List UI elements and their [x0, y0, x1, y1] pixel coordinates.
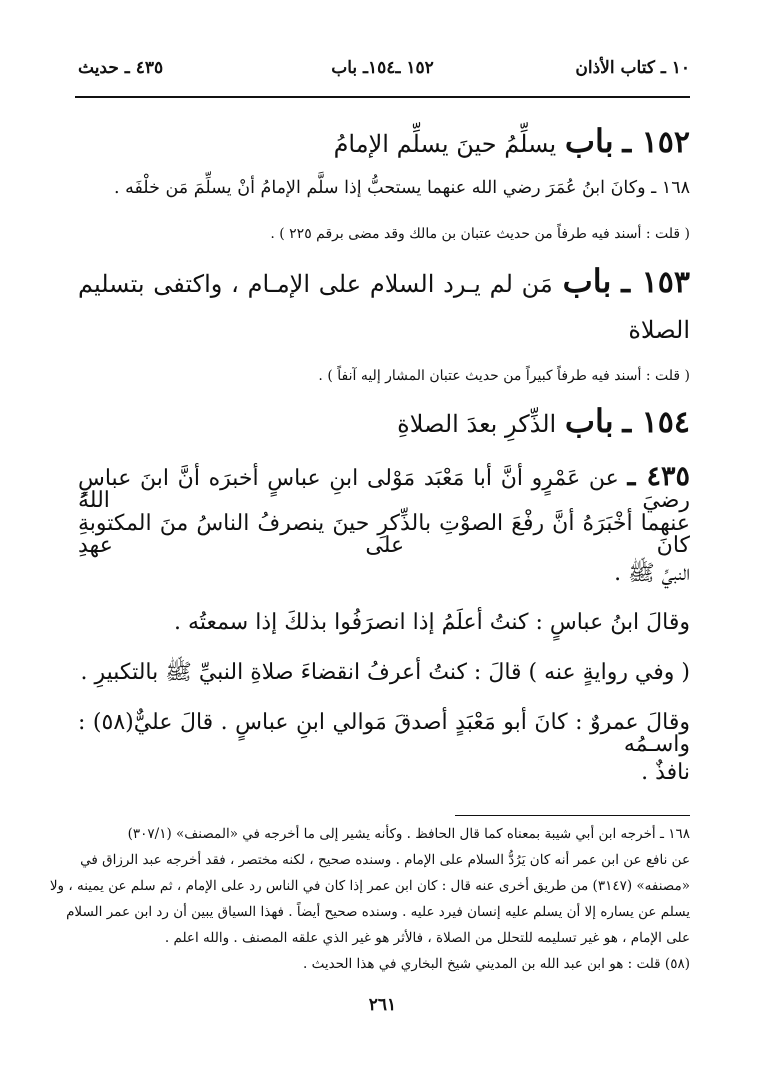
chapter-153-title-line2: الصلاة	[628, 316, 690, 344]
footnote-line3: «مصنفه» (٣١٤٧) من طريق أخرى عنه قال : كان ابن عمر إذا كان في الناس رد على الإمام ، ثم سلم عن يمينه ، ولا	[49, 878, 690, 894]
footnote-line1: ١٦٨ ـ أخرجه ابن أبي شيبة بمعناه كما قال الحافظ . وكأنه يشير إلى ما أخرجه في «المصنف» (٣٠٧/١)	[127, 826, 690, 842]
athar-168: ١٦٨ ـ وكانَ ابنُ عُمَرَ رضي الله عنهما يستحبُّ إذا سلَّم الإمامُ أنْ يسلِّمَ مَن خلْفَه .	[113, 178, 690, 198]
footnote-line4: يسلم عن يساره إلا أن يسلم عليه إنسان فيرد عليه . وسنده صحيح أيضاً . فهذا السياق يبين أن رد ابن عمر السلام	[66, 904, 690, 920]
hadith-435-line6: وقالَ عمروٌ : كانَ أبو مَعْبَدٍ أصدقَ مَوالي ابنِ عباسٍ . قالَ عليٌّ(٥٨) : واسـمُه	[78, 710, 690, 757]
hadith-435-number: ٤٣٥ ـ	[627, 461, 690, 492]
hadith-435-line1	[78, 463, 690, 512]
chapter-154-bab: باب	[564, 402, 614, 440]
running-header-hadith: ٤٣٥ ـ حديث	[78, 58, 164, 78]
chapter-153-bab: باب	[562, 262, 612, 300]
hadith-435-line4: وقالَ ابنُ عباسٍ : كنتُ أعلَمُ إذا انصرَفُوا بذلكَ إذا سمعتُه .	[174, 610, 690, 635]
footnote-line5: على الإمام ، هو غير تسليمه للتحلل من الصلاة ، فالأثر هو غير الذي علقه المصنف . والله اعلم .	[164, 930, 690, 946]
chapter-154-number: ١٥٤ ـ	[622, 405, 690, 440]
footnote-rule	[455, 815, 690, 816]
hadith-435-line1-text: عن عَمْرٍو أنَّ أبا مَعْبَد مَوْلى ابنِ عباسٍ أخبرَه أنَّ ابنَ عباسٍ رضيَ اللهُ	[78, 466, 690, 513]
chapter-153-heading	[78, 262, 690, 300]
hadith-435-line7: نافذٌ .	[641, 760, 690, 785]
header-rule	[75, 96, 690, 98]
page-number: ٢٦١	[368, 995, 397, 1015]
editor-note-1: ( قلت : أسند فيه طرفاً من حديث عتبان بن مالك وقد مضى برقم ٢٢٥ ) .	[270, 226, 690, 242]
chapter-153-number: ١٥٣ ـ	[621, 265, 690, 300]
chapter-154-heading	[78, 402, 690, 440]
hadith-435-line5: ( وفي روايةٍ عنه ) قالَ : كنتُ أعرفُ انقضاءَ صلاةِ النبيِّ ﷺ بالتكبيرِ .	[80, 660, 690, 685]
running-header-book: ١٠ ـ كتاب الأذان	[575, 58, 690, 78]
chapter-152-number: ١٥٢ ـ	[622, 125, 690, 160]
hadith-435-line3: النبيِّ ﷺ .	[614, 561, 690, 586]
chapter-152-title: يسلِّمُ حينَ يسلِّم الإمامُ	[333, 130, 557, 158]
hadith-435-line2: عنهما أخْبَرَهُ أنَّ رفْعَ الصوْتِ بالذِّكرِ حينَ ينصرفُ الناسُ منَ المكتوبةِ كانَ على عهدِ	[78, 511, 690, 558]
running-header-chapters: ١٥٢ ـ١٥٤ـ باب	[331, 58, 434, 78]
chapter-153-title-line1: مَن لم يـرد السلام على الإمـام ، واكتفى بتسليم	[78, 270, 553, 298]
chapter-153-title-line2-wrap	[78, 315, 690, 344]
chapter-152-bab: باب	[564, 122, 614, 160]
footnote-line2: عن نافع عن ابن عمر أنه كان يَرُدُّ السلام على الإمام . وسنده صحيح ، لكنه مختصر ، فقد أخرجه عبد الرزاق في	[80, 852, 690, 868]
chapter-154-title: الذِّكرِ بعدَ الصلاةِ	[397, 410, 557, 438]
editor-note-2: ( قلت : أسند فيه طرفاً كبيراً من حديث عتبان المشار إليه آنفاً ) .	[318, 368, 690, 384]
chapter-152-heading	[78, 122, 690, 160]
footnote-line6: (٥٨) قلت : هو ابن عبد الله بن المديني شيخ البخاري في هذا الحديث .	[303, 956, 690, 972]
